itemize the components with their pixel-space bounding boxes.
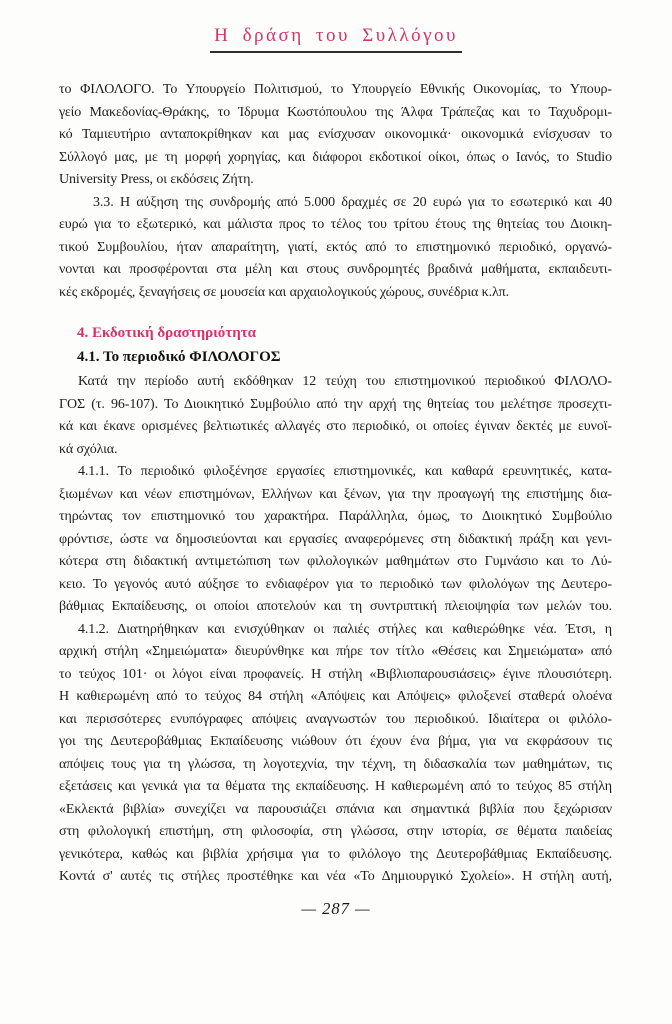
text-line: γείο Μακεδονίας-Θράκης, το Ίδρυμα Κωστόπουλου της Άλφα Τράπεζας και το Ταχυδρομι-	[59, 104, 612, 120]
text-line: University Press, οι εκδόσεις Ζήτη.	[59, 172, 254, 187]
text-line: βάθμιας Εκπαίδευσης, οι οποίοι αποτελούν και τη συντριπτική πλειοψηφία των μελών του.	[59, 599, 612, 614]
text-line: τικού Συμβουλίου, ήταν απαραίτητη, γιατί, εκτός από το επιστημονικό περιοδικό, οργανώ-	[59, 239, 612, 255]
text-line: ΓΟΣ (τ. 96-107). Το Διοικητικό Συμβούλιο από την αρχή της θητείας του μελέτησε προσεχτι-	[59, 396, 612, 412]
text-line: εξετάσεις και γενικά για τα θέματα της εκπαίδευσης. Η καθιερωμένη από το τεύχος 85 στήλη	[59, 779, 612, 794]
text-line: ευρώ για το εξωτερικό, και μάλιστα προς το τέλος του τρίτου έτους της θητείας του Διοικη-	[59, 217, 612, 232]
subsection-heading: 4.1. Το περιοδικό ΦΙΛΟΛΟΓΟΣ	[77, 349, 281, 365]
text-line: απόψεις τους για τη γλώσσα, τη λογοτεχνία, την τέχνη, τη διδασκαλία των μαθημάτων, τις	[59, 756, 612, 772]
paragraph-continuation	[59, 79, 612, 192]
text-line: Κοντά σ' αυτές τις στήλες προστέθηκε και νέα «Το Δημιουργικό Σχολείο». Η στήλη αυτή,	[59, 869, 612, 884]
page-header	[0, 0, 672, 53]
paragraph-4-1-2	[59, 619, 612, 889]
text-line: 4.1.2. Διατηρήθηκαν και ενισχύθηκαν οι παλιές στήλες και καθιερώθηκε νέα. Έτσι, η	[78, 621, 612, 637]
paragraph-3-3	[59, 192, 612, 305]
text-line: κό Ταμιευτήριο ανταποκρίθηκαν και μας ενίσχυσαν οικονομικά· οικονομικά ενίσχυσαν το	[59, 127, 612, 142]
text-line: το ΦΙΛΟΛΟΓΟ. Το Υπουργείο Πολιτισμού, το Υπουργείο Εθνικής Οικονομίας, το Υπουρ-	[59, 82, 612, 97]
page-header-title: Η δράση του Συλλόγου	[210, 25, 462, 53]
page-footer	[0, 899, 672, 919]
text-line: φρόντισε, ώστε να δημοσιεύονται και εργασίες αναφερόμενες στη διδακτική πράξη και γενι-	[59, 531, 612, 547]
text-line: αρχική στήλη «Σημειώματα» διευρύνθηκε και πήρε τον τίτλο «Θέσεις και Σημειώματα» από	[59, 644, 612, 659]
text-line: νονται και προσφέρονται στα μέλη και στους συνδρομητές βραδινά μαθήματα, εκπαιδευτι-	[59, 262, 612, 277]
text-line: κά και έκανε ορισμένες βελτιωτικές αλλαγές στο περιοδικό, οι οποίες έγιναν δεκτές με ευνοϊ-	[59, 419, 612, 434]
page-number: — 287 —	[301, 899, 371, 918]
text-line: Η καθιερωμένη από το τεύχος 84 στήλη «Απόψεις και Απόψεις» φιλοξενεί σταθερά ολοένα	[59, 689, 612, 704]
text-line: 3.3. Η αύξηση της συνδρομής από 5.000 δραχμές σε 20 ευρώ για το εσωτερικό και 40	[93, 194, 612, 210]
section-heading: 4. Εκδοτική δραστηριότητα	[77, 325, 257, 341]
text-line: «Εκλεκτά βιβλία» συνεχίζει να παρουσιάζει σπάνια και σημαντικά βιβλία που ξεχώρισαν	[59, 801, 612, 817]
text-line: 4.1.1. Το περιοδικό φιλοξένησε εργασίες επιστημονικές, και καθαρά ερευνητικές, κατα-	[78, 464, 612, 479]
text-line: γενικότερα, καθώς και βιβλία χρήσιμα για το φιλόλογο της Δευτεροβάθμιας Εκπαίδευσης.	[59, 846, 612, 862]
text-line: Σύλλογό μας, με τη μορφή χορηγίας, και διάφοροι εκδοτικοί οίκοι, όπως ο Ιανός, το Studio	[59, 149, 612, 165]
text-line: στη φιλολογική επιστήμη, στη φιλοσοφία, στη γλώσσα, στην ιστορία, σε θέματα παιδείας	[59, 824, 612, 839]
text-line: ξιωμένων και νέων επιστημόνων, Ελλήνων και ξένων, για την προαγωγή της επιστήμης δια-	[59, 486, 612, 502]
paragraph-4-1-1	[59, 461, 612, 619]
text-line: κά σχόλια.	[59, 441, 118, 457]
document-body	[59, 79, 612, 889]
text-line: κές εκδρομές, ξεναγήσεις σε μουσεία και αρχαιολογικούς χώρους, συνέδρια κ.λπ.	[59, 284, 510, 300]
text-line: τηρώντας τον επιστημονικό του χαρακτήρα. Παράλληλα, όμως, το Διοικητικό Συμβούλιο	[59, 509, 612, 524]
paragraph-4-1	[59, 371, 612, 461]
text-line: και περισσότερες ενυπόγραφες απόψεις αναγνωστών του περιοδικού. Ιδιαίτερα οι φιλόλο-	[59, 711, 612, 727]
text-line: γοι της Δευτεροβάθμιας Εκπαίδευσης νιώθουν ότι έχουν ένα βήμα, για να εκφράσουν τις	[59, 734, 612, 749]
text-line: κότερα στη διδακτική αντιμετώπιση των φιλολογικών μαθημάτων στο Γυμνάσιο και το Λύ-	[59, 554, 612, 569]
text-line: το τεύχος 101· οι λόγοι είναι προφανείς. Η στήλη «Βιβλιοπαρουσιάσεις» έγινε πλουσιότερη.	[59, 666, 612, 682]
text-line: Κατά την περίοδο αυτή εκδόθηκαν 12 τεύχη του επιστημονικού περιοδικού ΦΙΛΟΛΟ-	[78, 374, 612, 389]
text-line: κειο. Το γεγονός αυτό αύξησε το ενδιαφέρον για το περιοδικό των φιλολόγων της Δευτερο-	[59, 576, 612, 592]
